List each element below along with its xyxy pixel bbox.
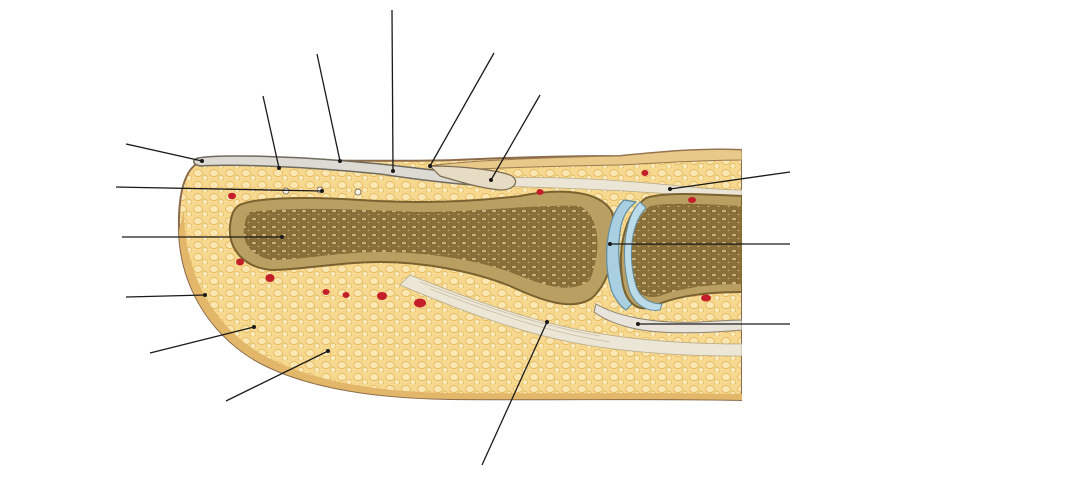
soft-tissue-group bbox=[179, 149, 742, 400]
leader-line-5 bbox=[430, 53, 494, 166]
middle-phalanx-marrow bbox=[630, 204, 742, 297]
leader-line-1 bbox=[126, 144, 202, 161]
leader-line-4 bbox=[392, 10, 393, 171]
leader-line-9 bbox=[126, 295, 205, 297]
leader-line-3 bbox=[317, 54, 340, 161]
